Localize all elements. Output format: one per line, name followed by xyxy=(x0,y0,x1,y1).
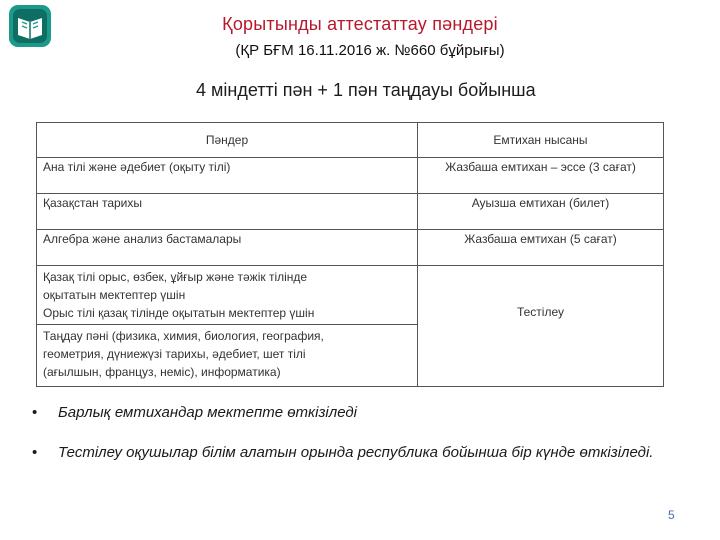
subject-line: геометрия, дүниежүзі тарихы, әдебиет, шет тілі xyxy=(43,347,306,361)
exam-form-cell: Жазбаша емтихан – эссе (3 сағат) xyxy=(418,158,664,194)
exam-form-cell-merged: Тестілеу xyxy=(418,266,664,387)
subject-line: Орыс тілі қазақ тілінде оқытатын мектептер үшін xyxy=(43,306,315,320)
page-number: 5 xyxy=(668,508,675,522)
exam-form-cell: Жазбаша емтихан (5 сағат) xyxy=(418,230,664,266)
bullet-item xyxy=(28,402,688,424)
subject-cell xyxy=(37,325,418,387)
subject-cell xyxy=(37,266,418,325)
page-subtitle: (ҚР БҒМ 16.11.2016 ж. №660 бұйрығы) xyxy=(235,42,505,59)
subject-line: Таңдау пәні (физика, химия, биология, география, xyxy=(43,329,324,343)
exam-form-cell: Ауызша емтихан (билет) xyxy=(418,194,664,230)
page-title: Қорытынды аттестаттау пәндері xyxy=(222,14,498,34)
bullet-list xyxy=(28,402,688,482)
bullet-dot: • xyxy=(32,404,38,421)
section-heading: 4 міндетті пән + 1 пән таңдауы бойынша xyxy=(196,80,536,100)
column-header-subjects: Пәндер xyxy=(37,123,418,158)
subject-line: (ағылшын, француз, неміс), информатика) xyxy=(43,365,281,379)
subject-line: Қазақ тілі орыс, өзбек, ұйғыр және тәжік тілінде xyxy=(43,270,308,284)
table-row xyxy=(37,158,664,194)
bullet-text: Тестілеу оқушылар білім алатын орында республика бойынша бір күнде өткізіледі. xyxy=(58,444,654,461)
table-row xyxy=(37,266,664,325)
bullet-item xyxy=(28,442,688,464)
table-row xyxy=(37,194,664,230)
table-header-row xyxy=(37,123,664,158)
bullet-dot: • xyxy=(32,444,38,461)
subject-line: оқытатын мектептер үшін xyxy=(43,288,186,302)
column-header-exam-form: Емтихан нысаны xyxy=(418,123,664,158)
exam-table xyxy=(36,122,664,387)
subject-cell: Ана тілі және әдебиет (оқыту тілі) xyxy=(37,158,418,194)
subject-cell: Қазақстан тарихы xyxy=(37,194,418,230)
bullet-text: Барлық емтихандар мектепте өткізіледі xyxy=(58,404,358,421)
table-row xyxy=(37,230,664,266)
subject-cell: Алгебра және анализ бастамалары xyxy=(37,230,418,266)
